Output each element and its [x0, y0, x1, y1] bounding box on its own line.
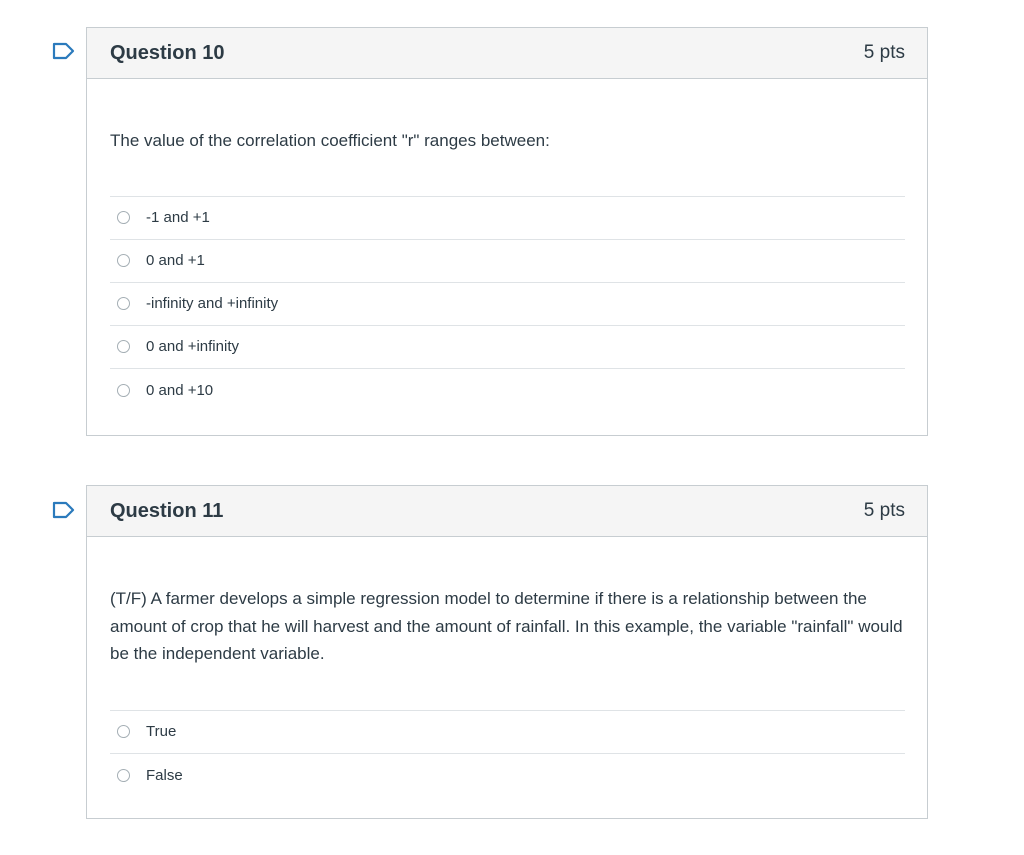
question-10-answers	[110, 196, 905, 412]
answer-option[interactable]	[110, 197, 905, 240]
question-10-title: Question 10	[110, 41, 225, 64]
question-11-body	[87, 537, 927, 797]
radio-button[interactable]	[117, 725, 130, 738]
answer-label[interactable]: -infinity and +infinity	[146, 295, 279, 312]
answer-option[interactable]	[110, 240, 905, 283]
question-11-text: (T/F) A farmer develops a simple regression model to determine if there is a relationship between the amount of crop that he will harvest and the amount of rainfall. In this example, the variable "rainfall" would be the independent variable.	[110, 589, 903, 663]
answer-label[interactable]: 0 and +10	[146, 381, 214, 399]
answer-label[interactable]: 0 and +1	[146, 252, 205, 269]
question-10-points: 5 pts	[863, 42, 905, 63]
answer-option[interactable]	[110, 369, 905, 412]
question-10-card	[86, 27, 928, 436]
question-11-answers	[110, 710, 905, 797]
radio-button[interactable]	[117, 769, 130, 782]
radio-button[interactable]	[117, 211, 130, 224]
answer-label[interactable]: False	[146, 766, 183, 784]
question-11-points: 5 pts	[863, 500, 905, 521]
radio-button[interactable]	[117, 340, 130, 353]
question-10-text: The value of the correlation coefficient "r" ranges between:	[110, 131, 550, 150]
answer-label[interactable]: -1 and +1	[146, 209, 210, 226]
flag-question-10-icon[interactable]	[52, 42, 76, 60]
flag-question-11-icon[interactable]	[52, 501, 76, 519]
question-11-title: Question 11	[110, 499, 224, 522]
answer-option[interactable]	[110, 326, 905, 369]
answer-label[interactable]: 0 and +infinity	[146, 338, 239, 355]
answer-label[interactable]: True	[146, 723, 177, 740]
answer-option[interactable]	[110, 711, 905, 754]
question-10-header	[87, 28, 927, 79]
question-11-header	[87, 486, 927, 537]
radio-button[interactable]	[117, 297, 130, 310]
radio-button[interactable]	[117, 384, 130, 397]
radio-button[interactable]	[117, 254, 130, 267]
question-11-card	[86, 485, 928, 819]
question-10-body	[87, 79, 927, 412]
answer-option[interactable]	[110, 283, 905, 326]
answer-option[interactable]	[110, 754, 905, 797]
